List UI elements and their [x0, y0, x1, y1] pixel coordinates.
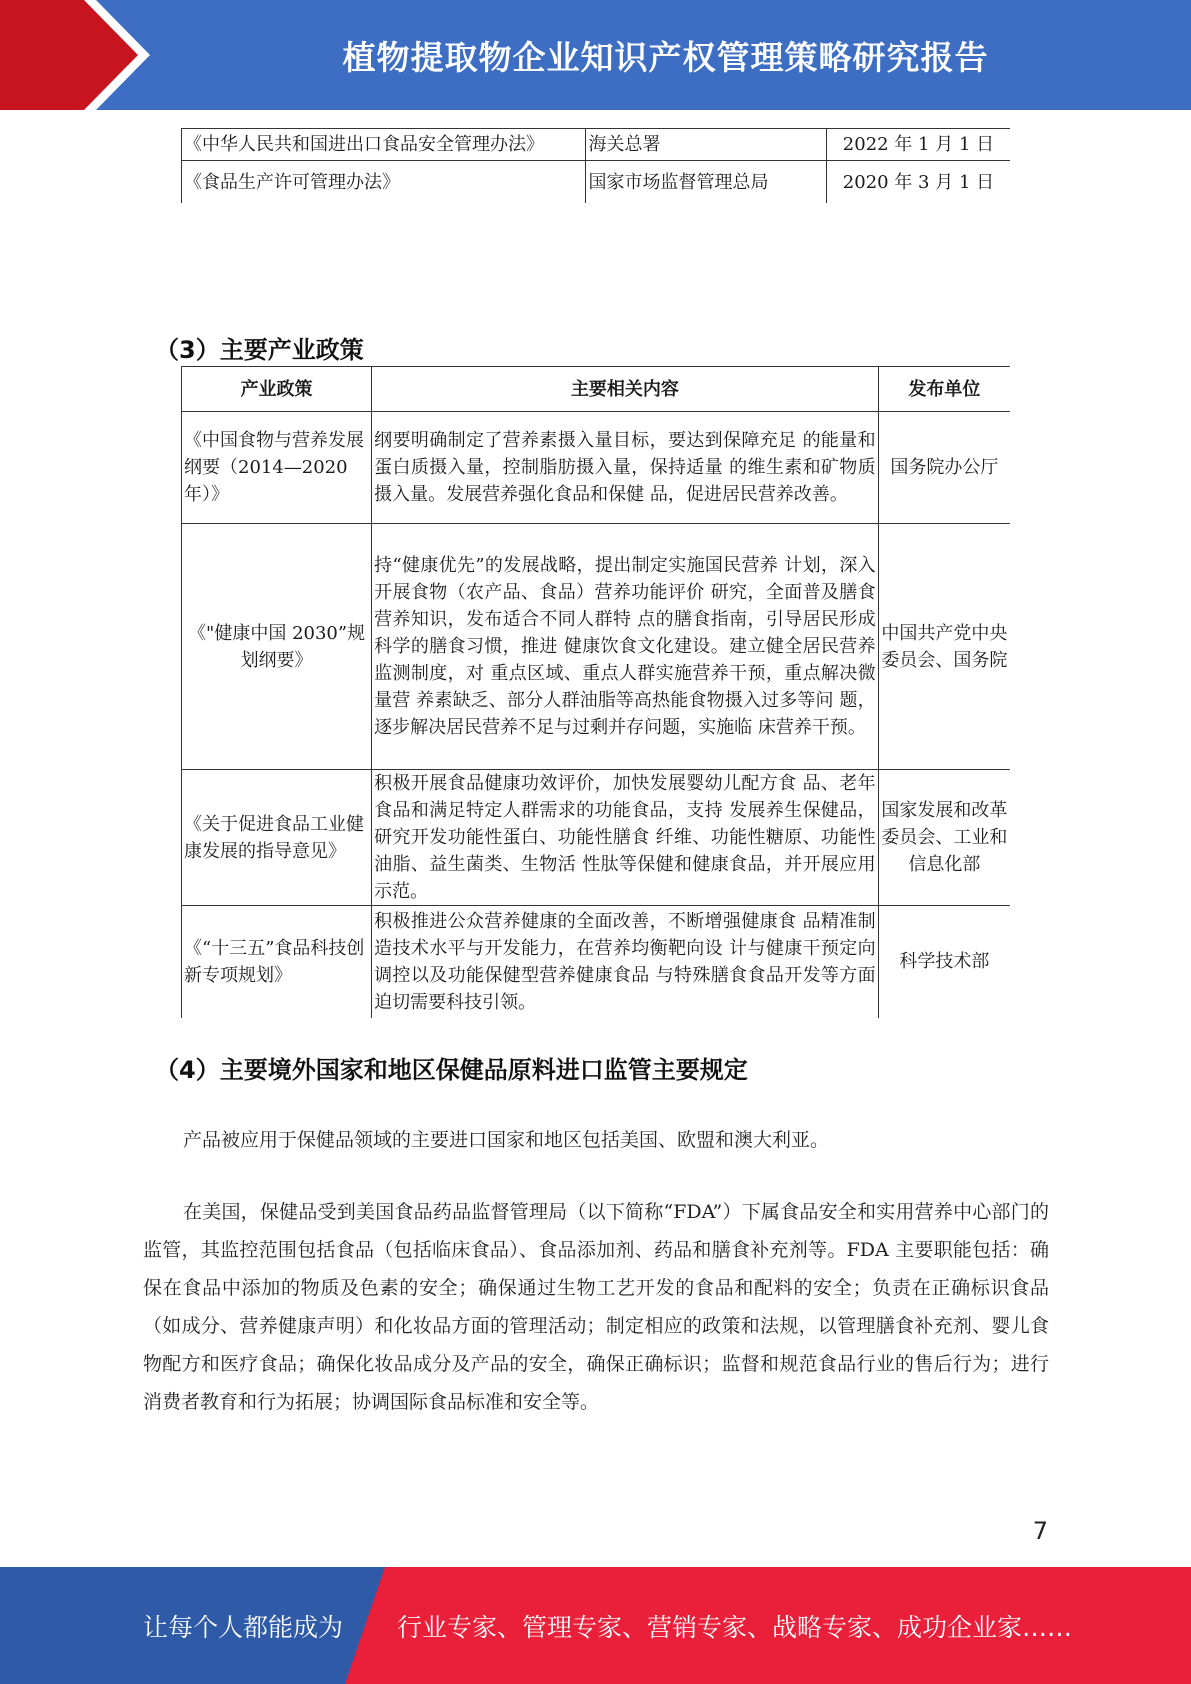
- footer-slogan-right: 行业专家、管理专家、营销专家、战略专家、成功企业家……: [397, 1612, 1073, 1642]
- body-paragraph: 产品被应用于保健品领域的主要进口国家和地区包括美国、欧盟和澳大利亚。: [183, 1129, 830, 1151]
- body-paragraph: 在美国，保健品受到美国食品药品监督管理局（以下简称“FDA”）下属食品安全和实用营养中心部门的监管，其监控范围包括食品（包括临床食品）、食品添加剂、药品和膳食补充剂等。FDA 主要职能包括：确保在食品中添加的物质及色素的安全；确保通过生物工艺开发的食品和配料的安全；负责在正确标识食品（如成分、营养健康声明）和化妆品方面的管理活动；制定相应的政策和法规，以管理膳食补充剂、婴儿食物配方和医疗食品；确保化妆品成分及产品的安全，确保正确标识；监督和规范食品行业的售后行为；进行消费者教育和行为拓展；协调国际食品标准和安全等。: [143, 1201, 1049, 1413]
- regulation-name: 《食品生产许可管理办法》: [182, 161, 586, 204]
- policy-name: 《中国食物与营养发展纲要（2014—2020 年）》: [182, 412, 372, 524]
- policy-content: 纲要明确制定了营养素摄入量目标，要达到保障充足 的能量和蛋白质摄入量，控制脂肪摄入量，保持适量 的维生素和矿物质摄入量。发展营养强化食品和保健 品，促进居民营养改善。: [372, 412, 879, 524]
- footer-banner: [0, 1567, 1191, 1684]
- table-header-row: [182, 367, 1011, 412]
- policy-issuer: 科学技术部: [878, 906, 1010, 1018]
- regulation-date: 2020 年 3 月 1 日: [826, 161, 1010, 204]
- policy-issuer: 国务院办公厅: [878, 412, 1010, 524]
- regulation-date: 2022 年 1 月 1 日: [826, 129, 1010, 161]
- policy-name: 《"健康中国 2030”规划纲要》: [182, 524, 372, 770]
- table-row: [182, 524, 1011, 770]
- regulation-agency: 海关总署: [586, 129, 826, 161]
- page-number: 7: [1032, 1517, 1048, 1545]
- regulation-agency: 国家市场监督管理总局: [586, 161, 826, 204]
- column-header-content: 主要相关内容: [372, 367, 879, 412]
- table-row: [182, 129, 1011, 161]
- policy-name: 《“十三五”食品科技创新专项规划》: [182, 906, 372, 1018]
- policy-name: 《关于促进食品工业健康发展的指导意见》: [182, 770, 372, 906]
- column-header-policy: 产业政策: [182, 367, 372, 412]
- policy-issuer: 国家发展和改革委员会、工业和信息化部: [878, 770, 1010, 906]
- table-row: [182, 770, 1011, 906]
- table-row: [182, 161, 1011, 204]
- regulations-table: [181, 128, 1010, 203]
- policy-content: 积极开展食品健康功效评价，加快发展婴幼儿配方食 品、老年食品和满足特定人群需求的功能食品，支持 发展养生保健品，研究开发功能性蛋白、功能性膳食 纤维、功能性糖原、功能性油脂、益生菌类、生物活 性肽等保健和健康食品，并开展应用示范。: [372, 770, 879, 906]
- section-heading: （4）主要境外国家和地区保健品原料进口监管主要规定: [155, 1056, 748, 1084]
- industry-policy-table: [181, 366, 1010, 1018]
- policy-content: 积极推进公众营养健康的全面改善，不断增强健康食 品精准制造技术水平与开发能力，在营养均衡靶向设 计与健康干预定向调控以及功能保健型营养健康食品 与特殊膳食食品开发等方面迫切需要科技引领。: [372, 906, 879, 1018]
- policy-issuer: 中国共产党中央委员会、国务院: [878, 524, 1010, 770]
- table-row: [182, 412, 1011, 524]
- column-header-issuer: 发布单位: [878, 367, 1010, 412]
- regulation-name: 《中华人民共和国进出口食品安全管理办法》: [182, 129, 586, 161]
- table-row: [182, 906, 1011, 1018]
- header-banner: [0, 0, 1191, 110]
- policy-content: 持“健康优先”的发展战略，提出制定实施国民营养 计划，深入开展食物（农产品、食品）营养功能评价 研究，全面普及膳食营养知识，发布适合不同人群特 点的膳食指南，引导居民形成科学的膳食习惯，推进 健康饮食文化建设。建立健全居民营养监测制度，对 重点区域、重点人群实施营养干预，重点解决微量营 养素缺乏、部分人群油脂等高热能食物摄入过多等问 题，逐步解决居民营养不足与过剩并存问题，实施临 床营养干预。: [372, 524, 879, 770]
- footer-slogan-left: 让每个人都能成为: [143, 1612, 344, 1642]
- report-title: 植物提取物企业知识产权管理策略研究报告: [342, 37, 989, 77]
- section-heading: （3）主要产业政策: [155, 336, 364, 364]
